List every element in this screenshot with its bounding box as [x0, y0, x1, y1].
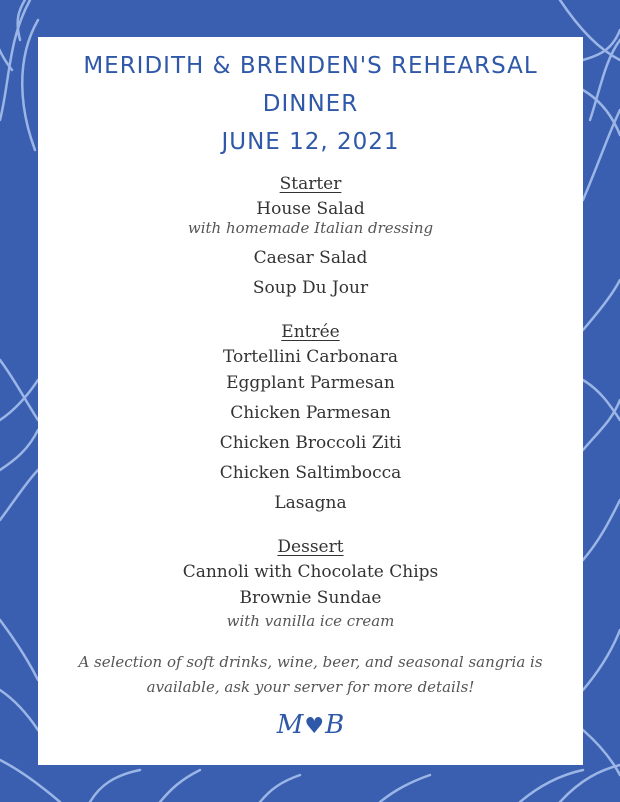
- starter-section: [38, 173, 583, 303]
- menu-item: Eggplant Parmesan: [226, 373, 395, 393]
- menu-item-note: with vanilla ice cream: [226, 612, 395, 630]
- dessert-heading: Dessert: [277, 537, 344, 557]
- heart-icon: ♥: [304, 714, 325, 739]
- menu-item: Chicken Broccoli Ziti: [219, 433, 402, 453]
- title-date: JUNE 12, 2021: [221, 129, 400, 155]
- menu-item-note: with homemade Italian dressing: [187, 219, 434, 237]
- title-line-1: MERIDITH & BRENDEN'S REHEARSAL DINNER: [83, 53, 538, 117]
- menu-item: Chicken Parmesan: [230, 403, 391, 423]
- menu-item: Tortellini Carbonara: [222, 347, 399, 367]
- menu-item: House Salad: [256, 199, 365, 219]
- starter-heading: Starter: [279, 174, 342, 194]
- menu-item: Lasagna: [274, 493, 347, 513]
- entree-section: [38, 321, 583, 518]
- menu-title: [38, 47, 583, 161]
- menu-item: Cannoli with Chocolate Chips: [182, 562, 439, 582]
- menu-item: Soup Du Jour: [252, 278, 369, 298]
- menu-item: Caesar Salad: [253, 248, 368, 268]
- entree-heading: Entrée: [281, 322, 340, 342]
- monogram: [38, 710, 583, 742]
- dessert-section: [38, 536, 583, 632]
- menu-card: [38, 37, 583, 765]
- menu-item: Chicken Saltimbocca: [219, 463, 402, 483]
- drinks-note: A selection of soft drinks, wine, beer, and seasonal sangria is available, ask your server for more details!: [78, 653, 543, 696]
- menu-item: Brownie Sundae: [239, 588, 382, 608]
- monogram-right-initial: B: [325, 710, 345, 740]
- monogram-left-initial: M: [276, 710, 304, 740]
